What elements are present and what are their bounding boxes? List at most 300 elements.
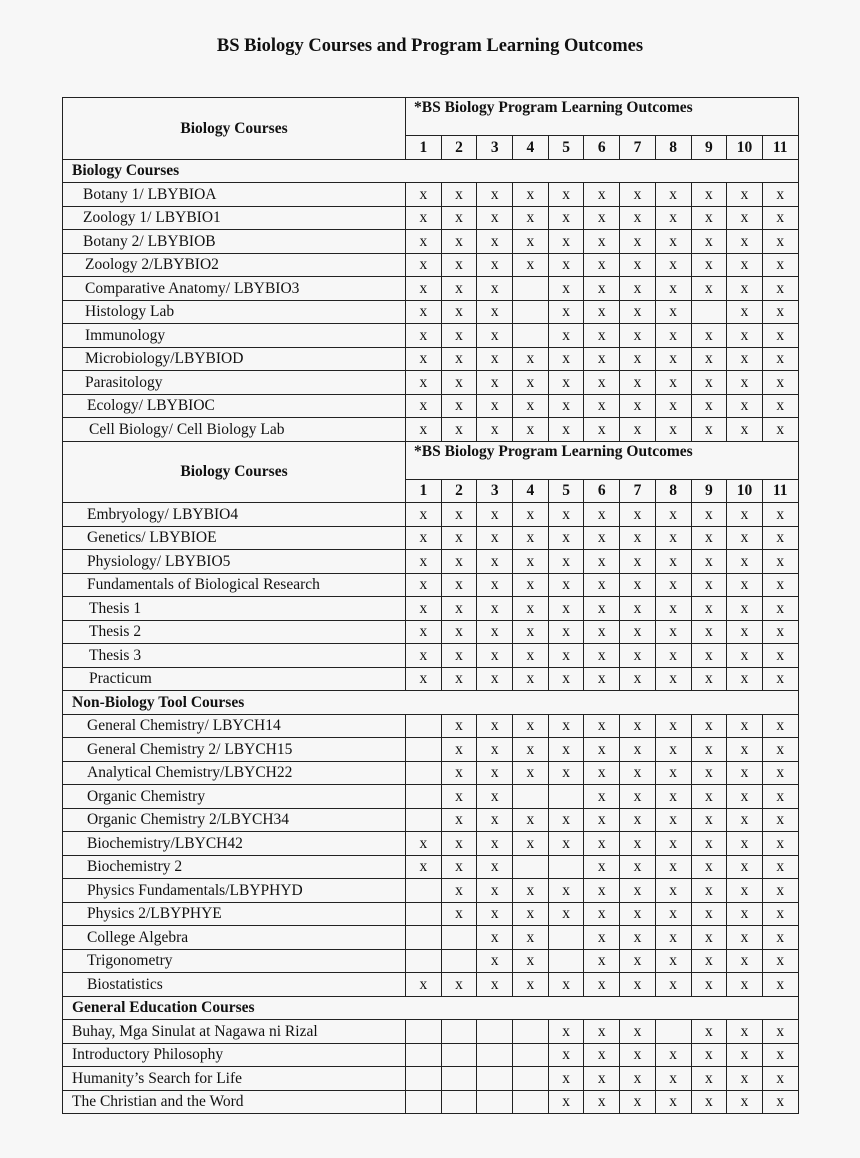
outcome-cell: x: [691, 667, 727, 691]
outcome-cell: x: [762, 973, 798, 997]
outcome-cell: x: [513, 573, 549, 597]
outcome-cell: [655, 1020, 691, 1044]
outcome-cell: x: [655, 808, 691, 832]
outcome-number: 9: [691, 479, 727, 503]
outcome-cell: x: [513, 714, 549, 738]
outcome-cell: x: [655, 347, 691, 371]
outcome-cell: x: [406, 526, 442, 550]
outcome-cell: x: [477, 879, 513, 903]
outcome-cell: x: [441, 526, 477, 550]
outcome-cell: x: [762, 949, 798, 973]
outcome-cell: [513, 785, 549, 809]
outcome-number: 6: [584, 136, 620, 160]
outcome-cell: x: [691, 418, 727, 442]
outcome-cell: x: [620, 418, 656, 442]
outcome-cell: x: [620, 394, 656, 418]
outcome-cell: [406, 902, 442, 926]
outcome-cell: x: [620, 902, 656, 926]
course-name: Genetics/ LBYBIOE: [63, 526, 406, 550]
header-row: [63, 98, 799, 136]
outcome-cell: x: [691, 832, 727, 856]
outcome-cell: x: [406, 573, 442, 597]
outcome-cell: x: [727, 183, 763, 207]
outcome-cell: x: [691, 949, 727, 973]
outcome-cell: [477, 1090, 513, 1114]
outcome-cell: x: [406, 394, 442, 418]
outcome-cell: x: [620, 1067, 656, 1091]
outcome-cell: x: [406, 644, 442, 668]
outcome-cell: x: [691, 347, 727, 371]
course-row: [63, 206, 799, 230]
outcome-cell: x: [727, 1067, 763, 1091]
outcome-cell: x: [762, 738, 798, 762]
outcome-cell: x: [584, 503, 620, 527]
course-row: [63, 902, 799, 926]
outcome-cell: x: [727, 667, 763, 691]
outcome-cell: x: [620, 206, 656, 230]
outcome-cell: x: [548, 902, 584, 926]
outcome-cell: x: [548, 738, 584, 762]
outcome-cell: x: [441, 550, 477, 574]
course-name: Trigonometry: [63, 949, 406, 973]
outcome-cell: x: [584, 761, 620, 785]
outcomes-header: *BS Biology Program Learning Outcomes: [406, 98, 799, 136]
outcome-cell: x: [584, 206, 620, 230]
course-row: [63, 324, 799, 348]
outcome-cell: x: [762, 550, 798, 574]
outcome-cell: x: [691, 277, 727, 301]
outcome-cell: x: [762, 253, 798, 277]
outcome-cell: x: [620, 253, 656, 277]
course-row: [63, 620, 799, 644]
outcome-cell: [406, 738, 442, 762]
outcome-cell: x: [513, 371, 549, 395]
outcome-number: 10: [727, 479, 763, 503]
outcome-cell: x: [762, 902, 798, 926]
outcome-cell: x: [477, 620, 513, 644]
outcome-cell: x: [441, 230, 477, 254]
course-name: Embryology/ LBYBIO4: [63, 503, 406, 527]
outcome-number: 4: [513, 136, 549, 160]
outcome-cell: [406, 1043, 442, 1067]
outcome-cell: [548, 785, 584, 809]
outcome-cell: x: [548, 761, 584, 785]
course-row: [63, 253, 799, 277]
course-name: Botany 1/ LBYBIOA: [63, 183, 406, 207]
outcome-cell: x: [584, 526, 620, 550]
course-row: [63, 832, 799, 856]
outcome-number: 4: [513, 479, 549, 503]
outcome-cell: x: [477, 902, 513, 926]
outcome-cell: x: [406, 832, 442, 856]
course-row: [63, 1043, 799, 1067]
outcome-cell: [406, 1090, 442, 1114]
course-name: Buhay, Mga Sinulat at Nagawa ni Rizal: [63, 1020, 406, 1044]
course-name: Zoology 2/LBYBIO2: [63, 253, 406, 277]
outcome-cell: x: [584, 902, 620, 926]
section-title: Biology Courses: [63, 159, 799, 183]
outcome-cell: x: [655, 253, 691, 277]
outcome-cell: [513, 324, 549, 348]
outcome-cell: [513, 1067, 549, 1091]
outcome-cell: x: [548, 277, 584, 301]
outcome-cell: x: [655, 667, 691, 691]
outcome-cell: x: [762, 1020, 798, 1044]
outcome-cell: x: [513, 620, 549, 644]
outcome-cell: x: [477, 949, 513, 973]
outcome-cell: [406, 1067, 442, 1091]
outcome-cell: x: [691, 973, 727, 997]
outcome-cell: x: [655, 277, 691, 301]
outcome-cell: x: [655, 1043, 691, 1067]
course-name: Physiology/ LBYBIO5: [63, 550, 406, 574]
outcome-cell: x: [655, 785, 691, 809]
outcome-cell: x: [441, 371, 477, 395]
outcome-cell: x: [548, 879, 584, 903]
outcome-cell: x: [727, 1020, 763, 1044]
outcome-cell: x: [441, 503, 477, 527]
outcome-cell: [477, 1067, 513, 1091]
outcomes-header: *BS Biology Program Learning Outcomes: [406, 441, 799, 479]
outcome-cell: x: [620, 550, 656, 574]
course-row: [63, 1020, 799, 1044]
outcome-cell: x: [727, 761, 763, 785]
outcome-cell: x: [620, 347, 656, 371]
outcome-cell: x: [727, 394, 763, 418]
outcome-cell: x: [762, 324, 798, 348]
outcome-cell: x: [477, 597, 513, 621]
outcome-cell: x: [620, 808, 656, 832]
outcome-cell: x: [655, 597, 691, 621]
outcomes-table: [62, 97, 799, 1114]
outcome-cell: [406, 949, 442, 973]
outcome-cell: [441, 1090, 477, 1114]
course-name: Parasitology: [63, 371, 406, 395]
course-row: [63, 973, 799, 997]
outcome-cell: x: [548, 300, 584, 324]
outcome-cell: [477, 1043, 513, 1067]
header-row: [63, 441, 799, 479]
outcome-number: 2: [441, 479, 477, 503]
outcome-cell: x: [441, 277, 477, 301]
outcome-cell: x: [548, 503, 584, 527]
outcome-cell: x: [727, 949, 763, 973]
course-name: General Chemistry 2/ LBYCH15: [63, 738, 406, 762]
outcome-cell: x: [406, 183, 442, 207]
outcome-cell: x: [441, 714, 477, 738]
outcome-cell: [441, 949, 477, 973]
course-row: [63, 738, 799, 762]
outcome-cell: x: [441, 832, 477, 856]
outcome-cell: x: [727, 620, 763, 644]
outcome-cell: x: [513, 347, 549, 371]
outcome-cell: x: [584, 597, 620, 621]
outcome-cell: x: [691, 855, 727, 879]
outcome-cell: x: [620, 526, 656, 550]
outcome-cell: x: [477, 526, 513, 550]
outcome-cell: x: [441, 300, 477, 324]
course-name: Organic Chemistry: [63, 785, 406, 809]
outcome-cell: x: [762, 371, 798, 395]
outcome-cell: x: [655, 183, 691, 207]
course-row: [63, 418, 799, 442]
outcome-cell: x: [655, 371, 691, 395]
outcome-cell: x: [762, 832, 798, 856]
outcome-cell: x: [584, 253, 620, 277]
outcome-cell: x: [513, 206, 549, 230]
outcome-cell: x: [548, 620, 584, 644]
outcome-cell: x: [655, 738, 691, 762]
outcome-cell: x: [477, 503, 513, 527]
outcome-number: 2: [441, 136, 477, 160]
outcome-cell: x: [620, 503, 656, 527]
outcome-cell: x: [584, 667, 620, 691]
outcome-cell: x: [548, 714, 584, 738]
outcome-cell: x: [513, 230, 549, 254]
outcome-cell: x: [584, 738, 620, 762]
outcome-cell: x: [727, 714, 763, 738]
course-name: The Christian and the Word: [63, 1090, 406, 1114]
outcome-cell: x: [727, 1043, 763, 1067]
outcome-cell: x: [655, 503, 691, 527]
outcome-cell: x: [513, 503, 549, 527]
course-name: Biochemistry 2: [63, 855, 406, 879]
course-name: Biochemistry/LBYCH42: [63, 832, 406, 856]
outcome-cell: x: [691, 526, 727, 550]
outcome-cell: [441, 1067, 477, 1091]
outcome-cell: x: [762, 879, 798, 903]
outcome-cell: [406, 714, 442, 738]
course-row: [63, 526, 799, 550]
outcome-cell: x: [477, 832, 513, 856]
course-row: [63, 644, 799, 668]
course-row: [63, 550, 799, 574]
outcome-cell: x: [406, 300, 442, 324]
outcome-cell: x: [762, 597, 798, 621]
outcome-cell: x: [406, 855, 442, 879]
outcome-cell: x: [727, 855, 763, 879]
outcome-cell: [548, 949, 584, 973]
course-row: [63, 394, 799, 418]
outcome-cell: x: [584, 347, 620, 371]
outcome-cell: [406, 1020, 442, 1044]
outcome-cell: x: [513, 667, 549, 691]
outcome-cell: x: [620, 785, 656, 809]
outcome-cell: x: [406, 667, 442, 691]
outcome-cell: x: [727, 573, 763, 597]
outcome-cell: x: [620, 855, 656, 879]
course-row: [63, 949, 799, 973]
outcome-cell: x: [620, 371, 656, 395]
outcome-cell: x: [584, 183, 620, 207]
outcome-cell: x: [691, 394, 727, 418]
outcome-cell: x: [477, 644, 513, 668]
course-name: College Algebra: [63, 926, 406, 950]
outcome-cell: x: [727, 503, 763, 527]
outcome-cell: x: [441, 597, 477, 621]
outcome-cell: x: [477, 855, 513, 879]
outcome-cell: x: [406, 206, 442, 230]
outcome-cell: x: [584, 949, 620, 973]
outcome-cell: x: [655, 973, 691, 997]
course-row: [63, 347, 799, 371]
outcome-cell: x: [762, 300, 798, 324]
outcome-number: 7: [620, 479, 656, 503]
outcome-cell: x: [620, 714, 656, 738]
outcome-number: 8: [655, 479, 691, 503]
outcome-cell: x: [477, 761, 513, 785]
course-row: [63, 785, 799, 809]
course-name: Introductory Philosophy: [63, 1043, 406, 1067]
outcome-number: 3: [477, 136, 513, 160]
outcome-cell: x: [477, 573, 513, 597]
outcome-cell: x: [620, 926, 656, 950]
outcome-cell: x: [477, 300, 513, 324]
outcome-cell: x: [655, 902, 691, 926]
outcome-cell: x: [655, 324, 691, 348]
outcome-cell: x: [477, 183, 513, 207]
course-row: [63, 667, 799, 691]
outcome-cell: x: [655, 394, 691, 418]
outcome-cell: x: [548, 253, 584, 277]
outcome-cell: x: [584, 230, 620, 254]
outcome-cell: x: [477, 394, 513, 418]
outcome-cell: x: [727, 832, 763, 856]
course-row: [63, 1090, 799, 1114]
outcome-cell: x: [584, 855, 620, 879]
outcome-cell: x: [477, 277, 513, 301]
outcome-cell: x: [655, 926, 691, 950]
outcome-cell: x: [513, 394, 549, 418]
outcome-cell: [441, 926, 477, 950]
outcome-cell: [513, 1090, 549, 1114]
outcome-cell: x: [513, 761, 549, 785]
outcome-cell: x: [584, 714, 620, 738]
outcome-cell: x: [727, 230, 763, 254]
outcome-cell: x: [441, 738, 477, 762]
outcome-cell: x: [620, 300, 656, 324]
outcome-cell: x: [441, 347, 477, 371]
outcome-cell: x: [691, 597, 727, 621]
outcome-cell: x: [477, 738, 513, 762]
outcome-cell: [477, 1020, 513, 1044]
course-row: [63, 300, 799, 324]
course-row: [63, 503, 799, 527]
outcome-cell: x: [655, 620, 691, 644]
outcome-cell: x: [762, 573, 798, 597]
outcome-cell: x: [691, 183, 727, 207]
outcome-cell: x: [691, 761, 727, 785]
outcome-cell: x: [620, 973, 656, 997]
course-name: Organic Chemistry 2/LBYCH34: [63, 808, 406, 832]
outcome-cell: x: [477, 206, 513, 230]
outcome-cell: x: [727, 371, 763, 395]
outcome-cell: x: [406, 347, 442, 371]
outcome-number: 7: [620, 136, 656, 160]
course-name: Analytical Chemistry/LBYCH22: [63, 761, 406, 785]
outcome-cell: x: [691, 926, 727, 950]
biology-courses-header: Biology Courses: [63, 98, 406, 160]
outcome-cell: [441, 1020, 477, 1044]
outcome-cell: x: [441, 206, 477, 230]
outcome-cell: x: [620, 761, 656, 785]
outcome-cell: x: [406, 418, 442, 442]
course-name: Humanity’s Search for Life: [63, 1067, 406, 1091]
outcome-cell: x: [691, 1067, 727, 1091]
outcome-cell: x: [762, 808, 798, 832]
outcome-cell: x: [548, 347, 584, 371]
outcome-cell: x: [477, 714, 513, 738]
outcome-cell: x: [655, 206, 691, 230]
page-title: BS Biology Courses and Program Learning Outcomes: [216, 36, 644, 56]
outcome-cell: x: [548, 1043, 584, 1067]
outcome-cell: x: [584, 1020, 620, 1044]
outcome-cell: x: [441, 973, 477, 997]
outcome-cell: x: [691, 206, 727, 230]
outcome-cell: x: [762, 526, 798, 550]
course-name: General Chemistry/ LBYCH14: [63, 714, 406, 738]
outcome-cell: x: [620, 183, 656, 207]
outcome-cell: x: [584, 973, 620, 997]
outcome-cell: x: [691, 573, 727, 597]
course-row: [63, 808, 799, 832]
outcome-cell: x: [727, 597, 763, 621]
outcome-cell: x: [406, 597, 442, 621]
outcome-cell: x: [441, 253, 477, 277]
outcome-cell: x: [406, 550, 442, 574]
outcome-cell: [691, 300, 727, 324]
outcome-cell: x: [548, 573, 584, 597]
outcome-cell: x: [406, 371, 442, 395]
outcome-cell: x: [727, 644, 763, 668]
outcome-cell: x: [655, 949, 691, 973]
outcome-cell: x: [441, 418, 477, 442]
outcome-cell: x: [548, 550, 584, 574]
outcome-cell: x: [441, 644, 477, 668]
outcome-cell: x: [691, 503, 727, 527]
outcome-cell: x: [441, 879, 477, 903]
course-name: Practicum: [63, 667, 406, 691]
section-title: General Education Courses: [63, 996, 799, 1020]
outcome-cell: x: [655, 832, 691, 856]
outcome-cell: x: [584, 785, 620, 809]
outcome-cell: x: [441, 183, 477, 207]
outcome-cell: x: [691, 902, 727, 926]
outcome-cell: x: [441, 855, 477, 879]
outcome-cell: [548, 855, 584, 879]
outcome-cell: x: [584, 573, 620, 597]
outcome-cell: x: [513, 597, 549, 621]
outcome-cell: x: [655, 573, 691, 597]
outcome-number: 10: [727, 136, 763, 160]
outcome-number: 9: [691, 136, 727, 160]
outcome-cell: x: [762, 277, 798, 301]
outcome-cell: x: [727, 973, 763, 997]
outcome-cell: x: [691, 644, 727, 668]
outcome-cell: x: [513, 183, 549, 207]
outcome-cell: x: [584, 371, 620, 395]
outcome-cell: x: [727, 526, 763, 550]
outcome-cell: [441, 1043, 477, 1067]
outcome-cell: x: [620, 597, 656, 621]
outcome-cell: x: [441, 324, 477, 348]
outcome-cell: x: [727, 347, 763, 371]
outcome-cell: x: [762, 347, 798, 371]
outcome-cell: x: [513, 808, 549, 832]
outcome-cell: [513, 300, 549, 324]
outcome-cell: x: [620, 620, 656, 644]
outcome-cell: x: [762, 926, 798, 950]
